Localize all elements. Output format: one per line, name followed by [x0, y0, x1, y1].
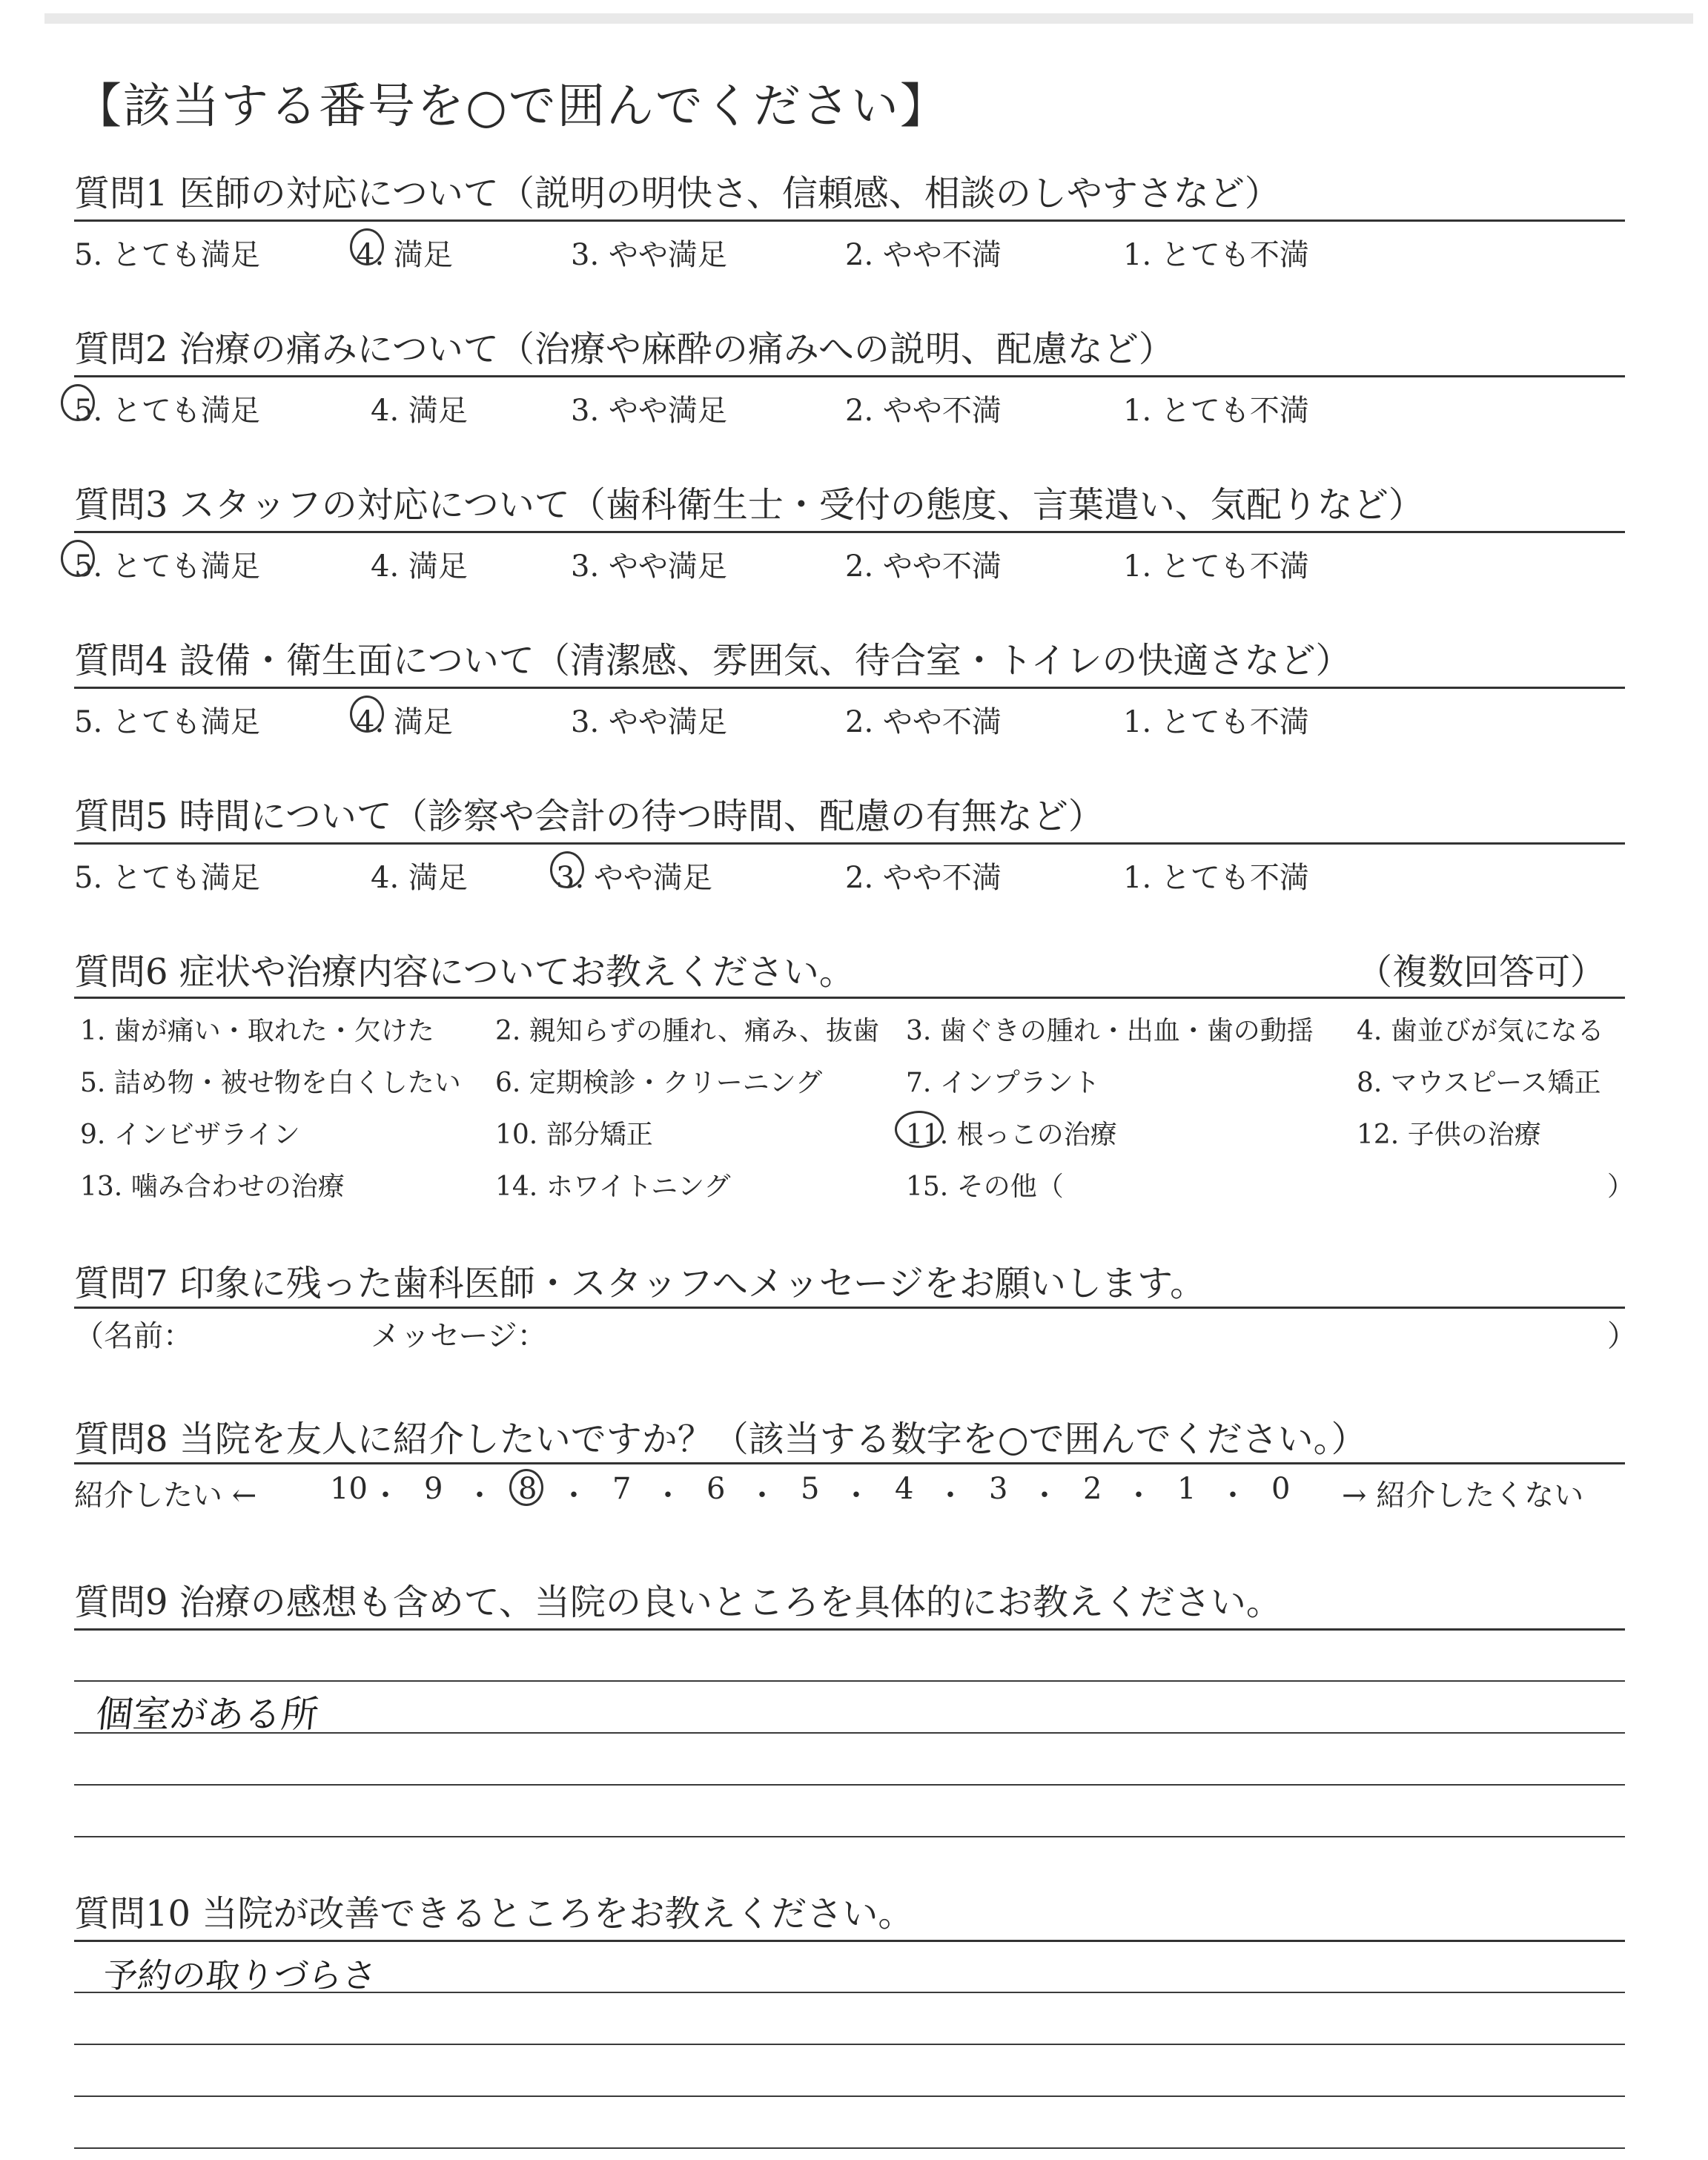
q8-scale-1[interactable]: 1	[1177, 1472, 1196, 1506]
q8-left-label: 紹介したい ←	[74, 1479, 257, 1513]
q8-scale-10[interactable]: 10	[330, 1472, 368, 1506]
question-2-label: 質問2 治療の痛みについて（治療や麻酔の痛みへの説明、配慮など）	[74, 328, 1174, 370]
q8-scale-separator: ・	[1218, 1479, 1248, 1513]
question-3-label: 質問3 スタッフの対応について（歯科衛生士・受付の態度、言葉遣い、気配りなど）	[74, 484, 1424, 526]
q3-option-5[interactable]: 5. とても満足	[74, 549, 260, 584]
q2-option-5[interactable]: 5. とても満足	[74, 394, 260, 428]
q6-item-13[interactable]: 13. 噛み合わせの治療	[80, 1172, 345, 1202]
question-10-label: 質問10 当院が改善できるところをお教えください。	[74, 1893, 914, 1935]
q8-scale-separator: ・	[1030, 1479, 1059, 1513]
question-3-rule	[74, 531, 1625, 533]
q8-scale-4[interactable]: 4	[895, 1472, 914, 1506]
scan-top-edge	[44, 13, 1693, 24]
q2-option-2[interactable]: 2. やや不満	[845, 394, 1002, 428]
q8-scale-separator: ・	[465, 1479, 494, 1513]
q6-item-15[interactable]: 15. その他（	[906, 1172, 1064, 1202]
q3-option-1[interactable]: 1. とても不満	[1123, 549, 1309, 584]
question-7-rule	[74, 1307, 1625, 1309]
question-1-rule	[74, 219, 1625, 222]
q3-selection-circle	[61, 540, 95, 577]
q8-scale-3[interactable]: 3	[989, 1472, 1008, 1506]
q8-scale-separator: ・	[841, 1479, 871, 1513]
q6-other-close-paren: ）	[1607, 1172, 1635, 1202]
q10-answer-line-3	[74, 2095, 1625, 2097]
q8-scale-9[interactable]: 9	[424, 1472, 443, 1506]
q5-option-3[interactable]: 3. やや満足	[556, 861, 712, 895]
question-5-rule	[74, 842, 1625, 845]
q6-item-4[interactable]: 4. 歯並びが気になる	[1357, 1016, 1604, 1046]
q8-scale-separator: ・	[747, 1479, 777, 1513]
q6-item-8[interactable]: 8. マウスピース矯正	[1357, 1068, 1601, 1098]
question-6-label: 質問6 症状や治療内容についてお教えください。	[74, 951, 855, 993]
question-2-rule	[74, 375, 1625, 377]
q5-option-4[interactable]: 4. 満足	[371, 861, 468, 895]
q1-option-1[interactable]: 1. とても不満	[1123, 238, 1309, 272]
q4-option-5[interactable]: 5. とても満足	[74, 705, 260, 739]
q8-selection-circle	[509, 1469, 543, 1506]
q8-right-label: → 紹介したくない	[1342, 1479, 1584, 1513]
q10-answer-line-4	[74, 2147, 1625, 2149]
q5-option-2[interactable]: 2. やや不満	[845, 861, 1002, 895]
question-4-rule	[74, 687, 1625, 689]
q8-scale-separator: ・	[936, 1479, 965, 1513]
q8-scale-separator: ・	[1124, 1479, 1153, 1513]
page-title: 【該当する番号を○で囲んでください】	[74, 79, 949, 134]
q3-option-2[interactable]: 2. やや不満	[845, 549, 1002, 584]
q2-option-1[interactable]: 1. とても不満	[1123, 394, 1309, 428]
q6-item-2[interactable]: 2. 親知らずの腫れ、痛み、抜歯	[495, 1016, 880, 1046]
q6-item-7[interactable]: 7. インプラント	[906, 1068, 1100, 1098]
q6-item-5[interactable]: 5. 詰め物・被せ物を白くしたい	[80, 1068, 461, 1098]
q6-item-9[interactable]: 9. インビザライン	[80, 1120, 300, 1150]
q2-option-4[interactable]: 4. 満足	[371, 394, 468, 428]
q8-scale-separator: ・	[559, 1479, 589, 1513]
q8-scale-separator: ・	[371, 1479, 400, 1513]
q6-selection-circle	[895, 1111, 944, 1148]
q1-selection-circle	[350, 228, 384, 265]
question-9-rule	[74, 1628, 1625, 1631]
q7-message-label: メッセージ：	[371, 1319, 547, 1353]
q1-option-4[interactable]: 4. 満足	[356, 238, 453, 272]
q1-option-2[interactable]: 2. やや不満	[845, 238, 1002, 272]
q8-scale-6[interactable]: 6	[706, 1472, 726, 1506]
q10-handwritten-answer[interactable]: 予約の取りづらさ	[101, 1955, 379, 1995]
q9-answer-line-4	[74, 1836, 1625, 1837]
q9-answer-line-3	[74, 1784, 1625, 1786]
q4-option-3[interactable]: 3. やや満足	[571, 705, 727, 739]
question-8-rule	[74, 1462, 1625, 1464]
q4-option-4[interactable]: 4. 満足	[356, 705, 453, 739]
q4-selection-circle	[350, 696, 384, 733]
q4-option-2[interactable]: 2. やや不満	[845, 705, 1002, 739]
question-5-label: 質問5 時間について（診察や会計の待つ時間、配慮の有無など）	[74, 796, 1104, 837]
q7-name-label: （名前：	[74, 1319, 193, 1353]
q6-item-6[interactable]: 6. 定期検診・クリーニング	[495, 1068, 823, 1098]
question-1-label: 質問1 医師の対応について（説明の明快さ、信頼感、相談のしやすさなど）	[74, 173, 1280, 214]
q6-item-11[interactable]: 11. 根っこの治療	[906, 1120, 1117, 1150]
q6-item-14[interactable]: 14. ホワイトニング	[495, 1172, 731, 1202]
q7-close-paren: ）	[1607, 1319, 1637, 1353]
q5-option-5[interactable]: 5. とても満足	[74, 861, 260, 895]
q9-handwritten-answer[interactable]: 個室がある所	[93, 1693, 321, 1736]
q6-item-12[interactable]: 12. 子供の治療	[1357, 1120, 1541, 1150]
q8-scale-8[interactable]: 8	[518, 1472, 537, 1506]
question-6-note: （複数回答可）	[1357, 951, 1606, 993]
question-8-label: 質問8 当院を友人に紹介したいですか？（該当する数字を○で囲んでください。）	[74, 1418, 1367, 1460]
q6-item-3[interactable]: 3. 歯ぐきの腫れ・出血・歯の動揺	[906, 1016, 1314, 1046]
q2-option-3[interactable]: 3. やや満足	[571, 394, 727, 428]
q8-scale-2[interactable]: 2	[1083, 1472, 1102, 1506]
question-7-label: 質問7 印象に残った歯科医師・スタッフへメッセージをお願いします。	[74, 1263, 1206, 1304]
question-10-rule	[74, 1940, 1625, 1942]
q5-selection-circle	[550, 851, 584, 888]
q10-answer-line-2	[74, 2044, 1625, 2045]
q5-option-1[interactable]: 1. とても不満	[1123, 861, 1309, 895]
question-6-rule	[74, 997, 1625, 999]
q8-scale-7[interactable]: 7	[612, 1472, 632, 1506]
q6-item-1[interactable]: 1. 歯が痛い・取れた・欠けた	[80, 1016, 434, 1046]
q8-scale-0[interactable]: 0	[1271, 1472, 1291, 1506]
q2-selection-circle	[61, 384, 95, 421]
q3-option-4[interactable]: 4. 満足	[371, 549, 468, 584]
q3-option-3[interactable]: 3. やや満足	[571, 549, 727, 584]
q8-scale-5[interactable]: 5	[801, 1472, 820, 1506]
q6-item-10[interactable]: 10. 部分矯正	[495, 1120, 653, 1150]
q1-option-3[interactable]: 3. やや満足	[571, 238, 727, 272]
question-4-label: 質問4 設備・衛生面について（清潔感、雰囲気、待合室・トイレの快適さなど）	[74, 640, 1351, 681]
question-9-label: 質問9 治療の感想も含めて、当院の良いところを具体的にお教えください。	[74, 1582, 1282, 1623]
q8-scale-separator: ・	[653, 1479, 683, 1513]
q1-option-5[interactable]: 5. とても満足	[74, 238, 260, 272]
q4-option-1[interactable]: 1. とても不満	[1123, 705, 1309, 739]
q9-answer-line-1	[74, 1680, 1625, 1682]
